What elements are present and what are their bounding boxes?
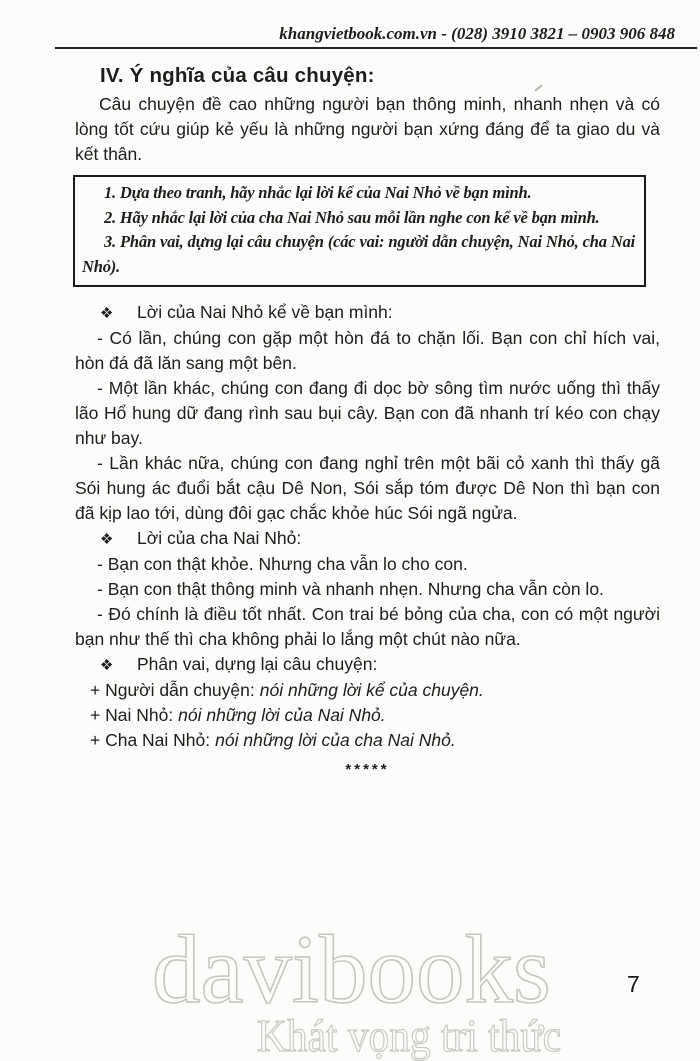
role-line <box>75 678 660 703</box>
role-description: nói những lời của Nai Nhỏ. <box>178 705 386 725</box>
question-item: 2. Hãy nhắc lại lời của cha Nai Nhỏ sau mỗi lần nghe con kể về bạn mình. <box>104 207 600 227</box>
diamond-bullet-icon: ❖ <box>100 531 114 548</box>
intro-paragraph: Câu chuyện đề cao những người bạn thông minh, nhanh nhẹn và có lòng tốt cứu giúp kẻ yếu là những người bạn xứng đáng để ta giao du và kết thân. <box>75 94 660 164</box>
page-header <box>55 24 697 49</box>
section-title-cha-nai-nho <box>75 526 660 552</box>
diamond-bullet-icon: ❖ <box>100 305 114 322</box>
story-paragraph: - Đó chính là điều tốt nhất. Con trai bé bỏng của cha, con có một người bạn như thế thì cha không phải lo lắng một chút nào nữa. <box>75 604 660 649</box>
role-label: + Cha Nai Nhỏ: <box>90 730 211 750</box>
watermark-tagline: Khát vọng tri thức <box>257 1010 562 1061</box>
role-label: + Nai Nhỏ: <box>90 705 174 725</box>
story-paragraph: - Bạn con thật khỏe. Nhưng cha vẫn lo cho con. <box>97 554 468 574</box>
role-line <box>75 703 660 728</box>
watermark-davibooks: davibooks <box>152 916 551 1023</box>
story-paragraph: - Một lần khác, chúng con đang đi dọc bờ sông tìm nước uống thì thấy lão Hổ hung dữ đang rình sau bụi cây. Bạn con đã nhanh trí kéo con chạy như bay. <box>75 378 660 448</box>
role-description: nói những lời của cha Nai Nhỏ. <box>215 730 456 750</box>
role-line <box>75 728 660 753</box>
diamond-bullet-icon: ❖ <box>100 657 114 674</box>
section-heading: IV. Ý nghĩa của câu chuyện: <box>100 64 375 87</box>
question-item: 3. Phân vai, dựng lại câu chuyện (các vai: người dẫn chuyện, Nai Nhỏ, cha Nai Nhỏ). <box>82 232 635 276</box>
role-label: + Người dẫn chuyện: <box>90 680 255 700</box>
page-number: 7 <box>627 971 640 997</box>
section-title-phan-vai <box>75 652 660 678</box>
role-description: nói những lời kể của chuyện. <box>259 680 484 700</box>
header-contact: khangvietbook.com.vn - (028) 3910 3821 – 0903 906 848 <box>279 24 675 43</box>
question-box <box>73 175 646 287</box>
story-body <box>75 300 660 782</box>
story-paragraph: - Có lần, chúng con gặp một hòn đá to chặn lối. Bạn con chỉ hích vai, hòn đá đã lăn sang một bên. <box>75 328 660 373</box>
section-title-label: Lời của Nai Nhỏ kể về bạn mình: <box>137 302 393 322</box>
separator-stars: ***** <box>345 761 390 778</box>
section-title-label: Lời của cha Nai Nhỏ: <box>137 528 302 548</box>
question-item: 1. Dựa theo tranh, hãy nhắc lại lời kể của Nai Nhỏ về bạn mình. <box>104 183 532 202</box>
story-paragraph: - Bạn con thật thông minh và nhanh nhẹn. Nhưng cha vẫn còn lo. <box>97 579 604 599</box>
story-paragraph: - Lần khác nữa, chúng con đang nghỉ trên một bãi cỏ xanh thì thấy gã Sói hung ác đuổi bắt cậu Dê Non, Sói sắp tóm được Dê Non thì bạn con đã kịp lao tới, dùng đôi gạc chắc khỏe húc Sói ngã ngửa. <box>75 453 660 523</box>
section-title-nai-nho <box>75 300 660 326</box>
section-title-label: Phân vai, dựng lại câu chuyện: <box>137 654 378 674</box>
